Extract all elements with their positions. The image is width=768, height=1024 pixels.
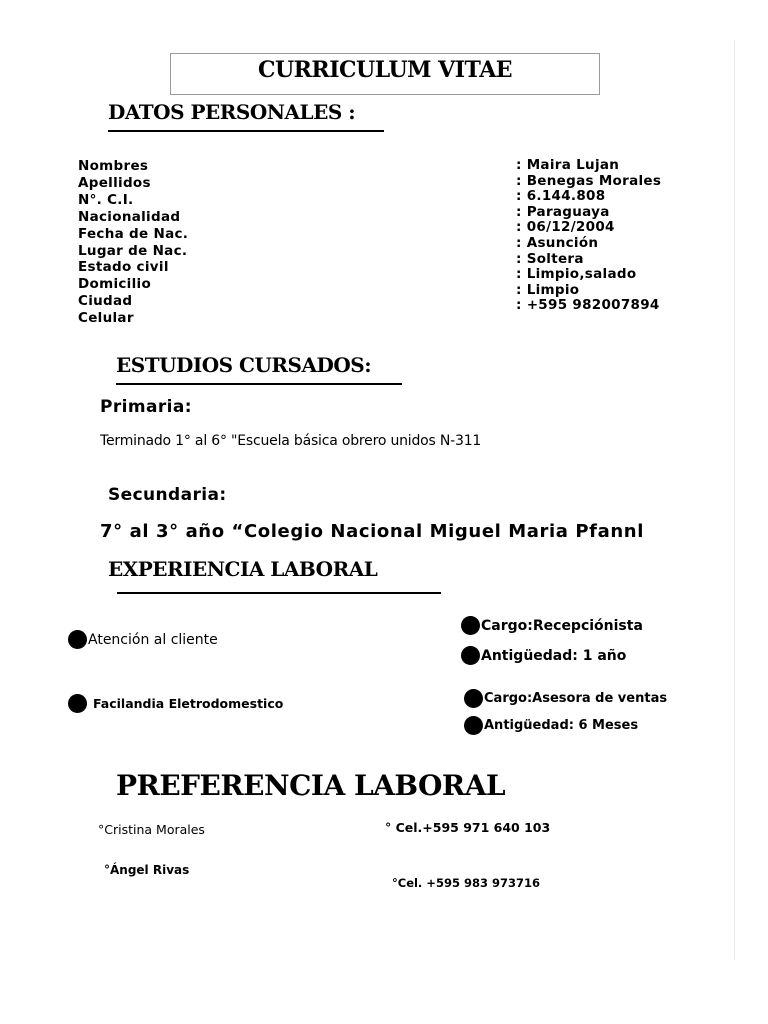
- preferencia-heading: PREFERENCIA LABORAL: [116, 769, 506, 802]
- bullet-icon: [68, 694, 87, 713]
- label-lugar-nac: Lugar de Nac.: [78, 242, 188, 259]
- value-estado-civil: : Soltera: [516, 250, 584, 267]
- cargo-1-row: [461, 616, 643, 635]
- value-nombres: : Maira Lujan: [516, 157, 620, 173]
- label-celular: Celular: [78, 310, 134, 327]
- personal-data-values: [516, 158, 661, 314]
- label-apellidos: Apellidos: [78, 174, 151, 191]
- cargo-2-row: [464, 689, 667, 708]
- value-apellidos: : Benegas Morales: [516, 172, 662, 189]
- value-lugar-nac: : Asunción: [516, 234, 599, 251]
- cargo-1-text: Cargo:Recepciónista: [481, 617, 643, 634]
- label-nombres: Nombres: [78, 158, 149, 174]
- label-domicilio: Domicilio: [78, 276, 152, 293]
- bullet-icon: [461, 646, 480, 665]
- antiguedad-1-text: Antigüedad: 1 año: [481, 647, 627, 664]
- page-edge-line: [734, 40, 735, 960]
- label-ciudad: Ciudad: [78, 293, 133, 310]
- estudios-heading: ESTUDIOS CURSADOS:: [116, 353, 372, 377]
- value-celular: : +595 982007894: [516, 297, 660, 314]
- secundaria-label: Secundaria:: [108, 485, 227, 505]
- bullet-icon: [68, 630, 87, 649]
- experiencia-heading: EXPERIENCIA LABORAL: [108, 557, 378, 581]
- value-domicilio: : Limpio,salado: [516, 266, 637, 283]
- value-ciudad: : Limpio: [516, 281, 580, 298]
- experiencia-underline: [117, 592, 441, 594]
- datos-personales-heading: DATOS PERSONALES :: [108, 100, 356, 124]
- estudios-underline: [116, 383, 402, 385]
- ref-2-name: °Ángel Rivas: [104, 863, 190, 877]
- ref-1-name: °Cristina Morales: [98, 822, 205, 837]
- title-box: [170, 53, 600, 95]
- experience-item-1-text: Atención al cliente: [88, 631, 218, 648]
- antiguedad-1-row: [461, 646, 626, 665]
- ref-2-phone: °Cel. +595 983 973716: [392, 876, 540, 890]
- antiguedad-2-text: Antigüedad: 6 Meses: [484, 718, 639, 733]
- cv-title: CURRICULUM VITAE: [257, 57, 513, 83]
- experience-item-2-text: Facilandia Eletrodomestico: [93, 696, 284, 711]
- personal-data-labels: [78, 158, 188, 327]
- value-nacionalidad: : Paraguaya: [516, 203, 610, 220]
- bullet-icon: [464, 716, 483, 735]
- bullet-icon: [464, 689, 483, 708]
- bullet-icon: [461, 616, 480, 635]
- label-ci: N°. C.I.: [78, 191, 134, 208]
- label-fecha-nac: Fecha de Nac.: [78, 225, 189, 242]
- label-estado-civil: Estado civil: [78, 259, 169, 276]
- secundaria-text: 7° al 3° año “Colegio Nacional Miguel Maria Pfannl: [100, 521, 644, 542]
- antiguedad-2-row: [464, 716, 638, 735]
- datos-personales-underline: [108, 130, 384, 132]
- ref-1-phone: ° Cel.+595 971 640 103: [385, 820, 551, 835]
- label-nacionalidad: Nacionalidad: [78, 208, 181, 225]
- value-ci: : 6.144.808: [516, 188, 606, 205]
- experience-item-2: [68, 694, 283, 713]
- primaria-label: Primaria:: [100, 397, 192, 417]
- value-fecha-nac: : 06/12/2004: [516, 219, 615, 236]
- primaria-text: Terminado 1° al 6° "Escuela básica obrero unidos N-311: [100, 433, 482, 449]
- cargo-2-text: Cargo:Asesora de ventas: [484, 691, 668, 706]
- experience-item-1: [68, 630, 218, 649]
